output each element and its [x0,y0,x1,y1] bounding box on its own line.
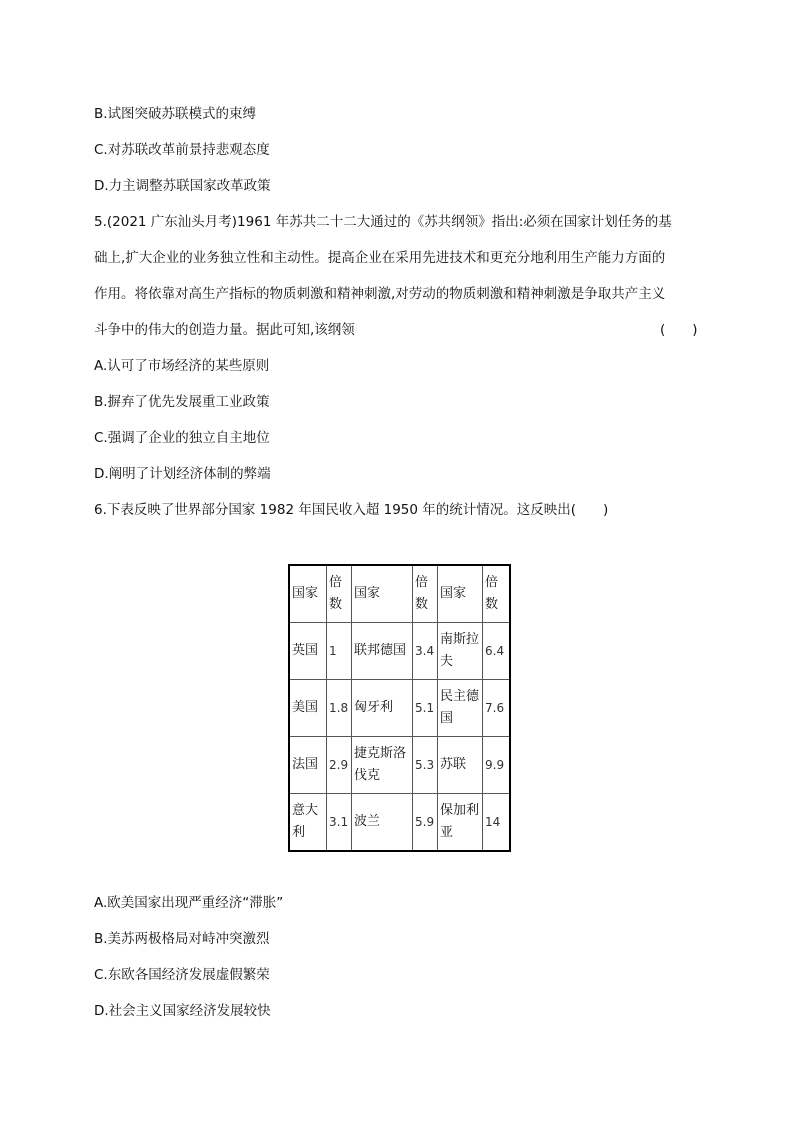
table-header-cell: 国家 [352,565,413,623]
table-header-cell: 国家 [438,565,483,623]
q5-option-b: B.摒弃了优先发展重工业政策 [94,394,270,410]
option-c-prev: C.对苏联改革前景持悲观态度 [94,142,270,158]
table-cell-country: 捷克斯洛伐克 [352,737,413,794]
table-header-cell: 国家 [289,565,327,623]
table-cell-country: 法国 [289,737,327,794]
q6-option-a: A.欧美国家出现严重经济“滞胀” [94,895,284,911]
table-row [289,623,510,680]
q5-stem-line-2: 础上,扩大企业的业务独立性和主动性。提高企业在采用先进技术和更充分地利用生产能力方面的 [94,250,666,266]
q6-option-b: B.美苏两极格局对峙冲突激烈 [94,931,270,947]
table-cell-multiple: 2.9 [327,737,352,794]
option-b-prev: B.试图突破苏联模式的束缚 [94,106,257,122]
table-cell-country: 波兰 [352,794,413,852]
table-cell-multiple: 9.9 [483,737,511,794]
table-row [289,680,510,737]
q5-stem-line-3: 作用。将依靠对高生产指标的物质刺激和精神刺激,对劳动的物质刺激和精神刺激是争取共产主义 [94,286,666,302]
table-cell-country: 南斯拉夫 [438,623,483,680]
q5-option-c: C.强调了企业的独立自主地位 [94,430,270,446]
table-cell-country: 意大利 [289,794,327,852]
table-cell-country: 苏联 [438,737,483,794]
table-header-cell: 倍数 [327,565,352,623]
table-cell-multiple: 3.1 [327,794,352,852]
table-cell-country: 民主德国 [438,680,483,737]
table-cell-multiple: 14 [483,794,511,852]
table-cell-multiple: 6.4 [483,623,511,680]
table-cell-multiple: 1.8 [327,680,352,737]
table-row [289,737,510,794]
income-statistics-table [288,564,511,852]
table-cell-multiple: 5.9 [413,794,438,852]
q5-stem-line-1: 5.(2021 广东汕头月考)1961 年苏共二十二大通过的《苏共纲领》指出:必须在国家计划任务的基 [94,214,672,230]
table-cell-country: 美国 [289,680,327,737]
q5-option-a: A.认可了市场经济的某些原则 [94,358,270,374]
table-cell-country: 匈牙利 [352,680,413,737]
table-header-row [289,565,510,623]
table-cell-multiple: 5.3 [413,737,438,794]
q5-answer-blank: ( ) [660,322,698,338]
table-row [289,794,510,852]
q6-option-c: C.东欧各国经济发展虚假繁荣 [94,967,270,983]
table-cell-multiple: 7.6 [483,680,511,737]
table-header-cell: 倍数 [483,565,511,623]
table-cell-country: 保加利亚 [438,794,483,852]
table-cell-multiple: 3.4 [413,623,438,680]
table-cell-multiple: 1 [327,623,352,680]
q6-stem: 6.下表反映了世界部分国家 1982 年国民收入超 1950 年的统计情况。这反映出( ) [94,502,609,518]
q5-option-d: D.阐明了计划经济体制的弊端 [94,466,271,482]
table-header-cell: 倍数 [413,565,438,623]
table-cell-country: 英国 [289,623,327,680]
q6-option-d: D.社会主义国家经济发展较快 [94,1003,271,1019]
q5-stem-line-4: 斗争中的伟大的创造力量。据此可知,该纲领 [94,322,355,338]
table-cell-country: 联邦德国 [352,623,413,680]
table-cell-multiple: 5.1 [413,680,438,737]
option-d-prev: D.力主调整苏联国家改革政策 [94,178,271,194]
